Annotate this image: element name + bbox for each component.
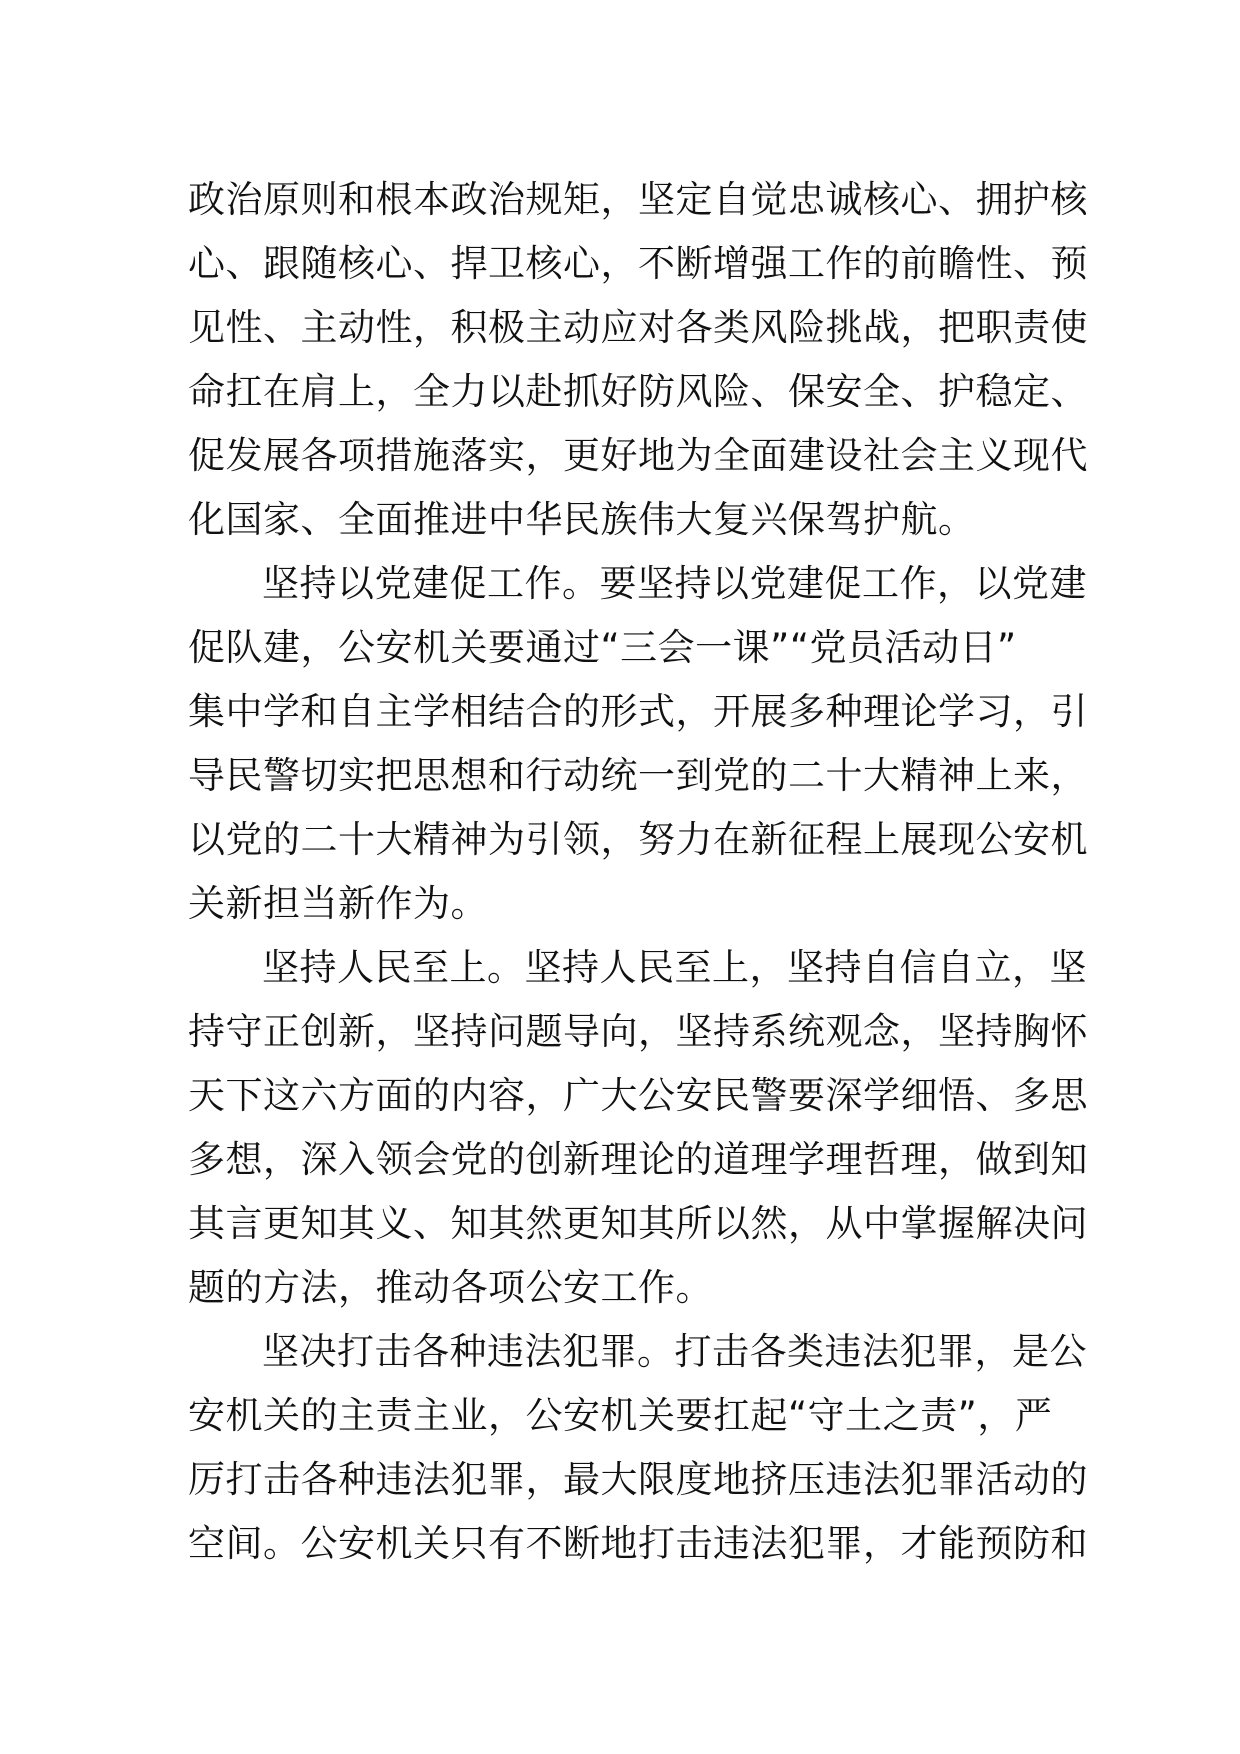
paragraph [188, 936, 1088, 1320]
text-line: 关新担当新作为。 [188, 882, 488, 925]
text-line: 化国家、全面推进中华民族伟大复兴保驾护航。 [188, 498, 976, 541]
text-line: 心、跟随核心、捍卫核心，不断增强工作的前瞻性、预 [188, 242, 1088, 285]
text-line: 厉打击各种违法犯罪，最大限度地挤压违法犯罪活动的 [188, 1458, 1088, 1501]
text-line: 导民警切实把思想和行动统一到党的二十大精神上来， [188, 754, 1088, 797]
paragraph-lead: 坚决打击各种违法犯罪。 [262, 1330, 675, 1373]
paragraph [188, 552, 1088, 936]
text-line: 集中学和自主学相结合的形式，开展多种理论学习，引 [188, 690, 1088, 733]
text-line [188, 552, 1087, 616]
text-line: 命扛在肩上，全力以赴抓好防风险、保安全、护稳定、 [188, 370, 1088, 413]
text-span: 坚持人民至上，坚持自信自立，坚 [524, 946, 1087, 989]
text-line: 空间。公安机关只有不断地打击违法犯罪，才能预防和 [188, 1522, 1088, 1565]
text-line [188, 1320, 1087, 1384]
paragraph [188, 168, 1088, 552]
document-page [188, 168, 1088, 1576]
text-line: 题的方法，推动各项公安工作。 [188, 1266, 713, 1309]
text-line: 以党的二十大精神为引领，努力在新征程上展现公安机 [188, 818, 1088, 861]
text-span: 要坚持以党建促工作，以党建 [599, 562, 1087, 605]
paragraph [188, 1320, 1088, 1576]
text-line [188, 936, 1087, 1000]
text-line: 见性、主动性，积极主动应对各类风险挑战，把职责使 [188, 306, 1088, 349]
text-line: 安机关的主责主业，公安机关要扛起“守土之责”，严 [188, 1394, 1053, 1437]
text-span: 打击各类违法犯罪，是公 [674, 1330, 1087, 1373]
text-line: 促发展各项措施落实，更好地为全面建设社会主义现代 [188, 434, 1088, 477]
paragraph-lead: 坚持人民至上。 [262, 946, 525, 989]
text-line: 多想，深入领会党的创新理论的道理学理哲理，做到知 [188, 1138, 1088, 1181]
text-line: 政治原则和根本政治规矩，坚定自觉忠诚核心、拥护核 [188, 178, 1088, 221]
text-line: 持守正创新，坚持问题导向，坚持系统观念，坚持胸怀 [188, 1010, 1088, 1053]
text-line: 其言更知其义、知其然更知其所以然，从中掌握解决问 [188, 1202, 1088, 1245]
paragraph-lead: 坚持以党建促工作。 [262, 562, 600, 605]
text-line: 天下这六方面的内容，广大公安民警要深学细悟、多思 [188, 1074, 1088, 1117]
text-line: 促队建，公安机关要通过“三会一课”“党员活动日” [188, 626, 1017, 669]
